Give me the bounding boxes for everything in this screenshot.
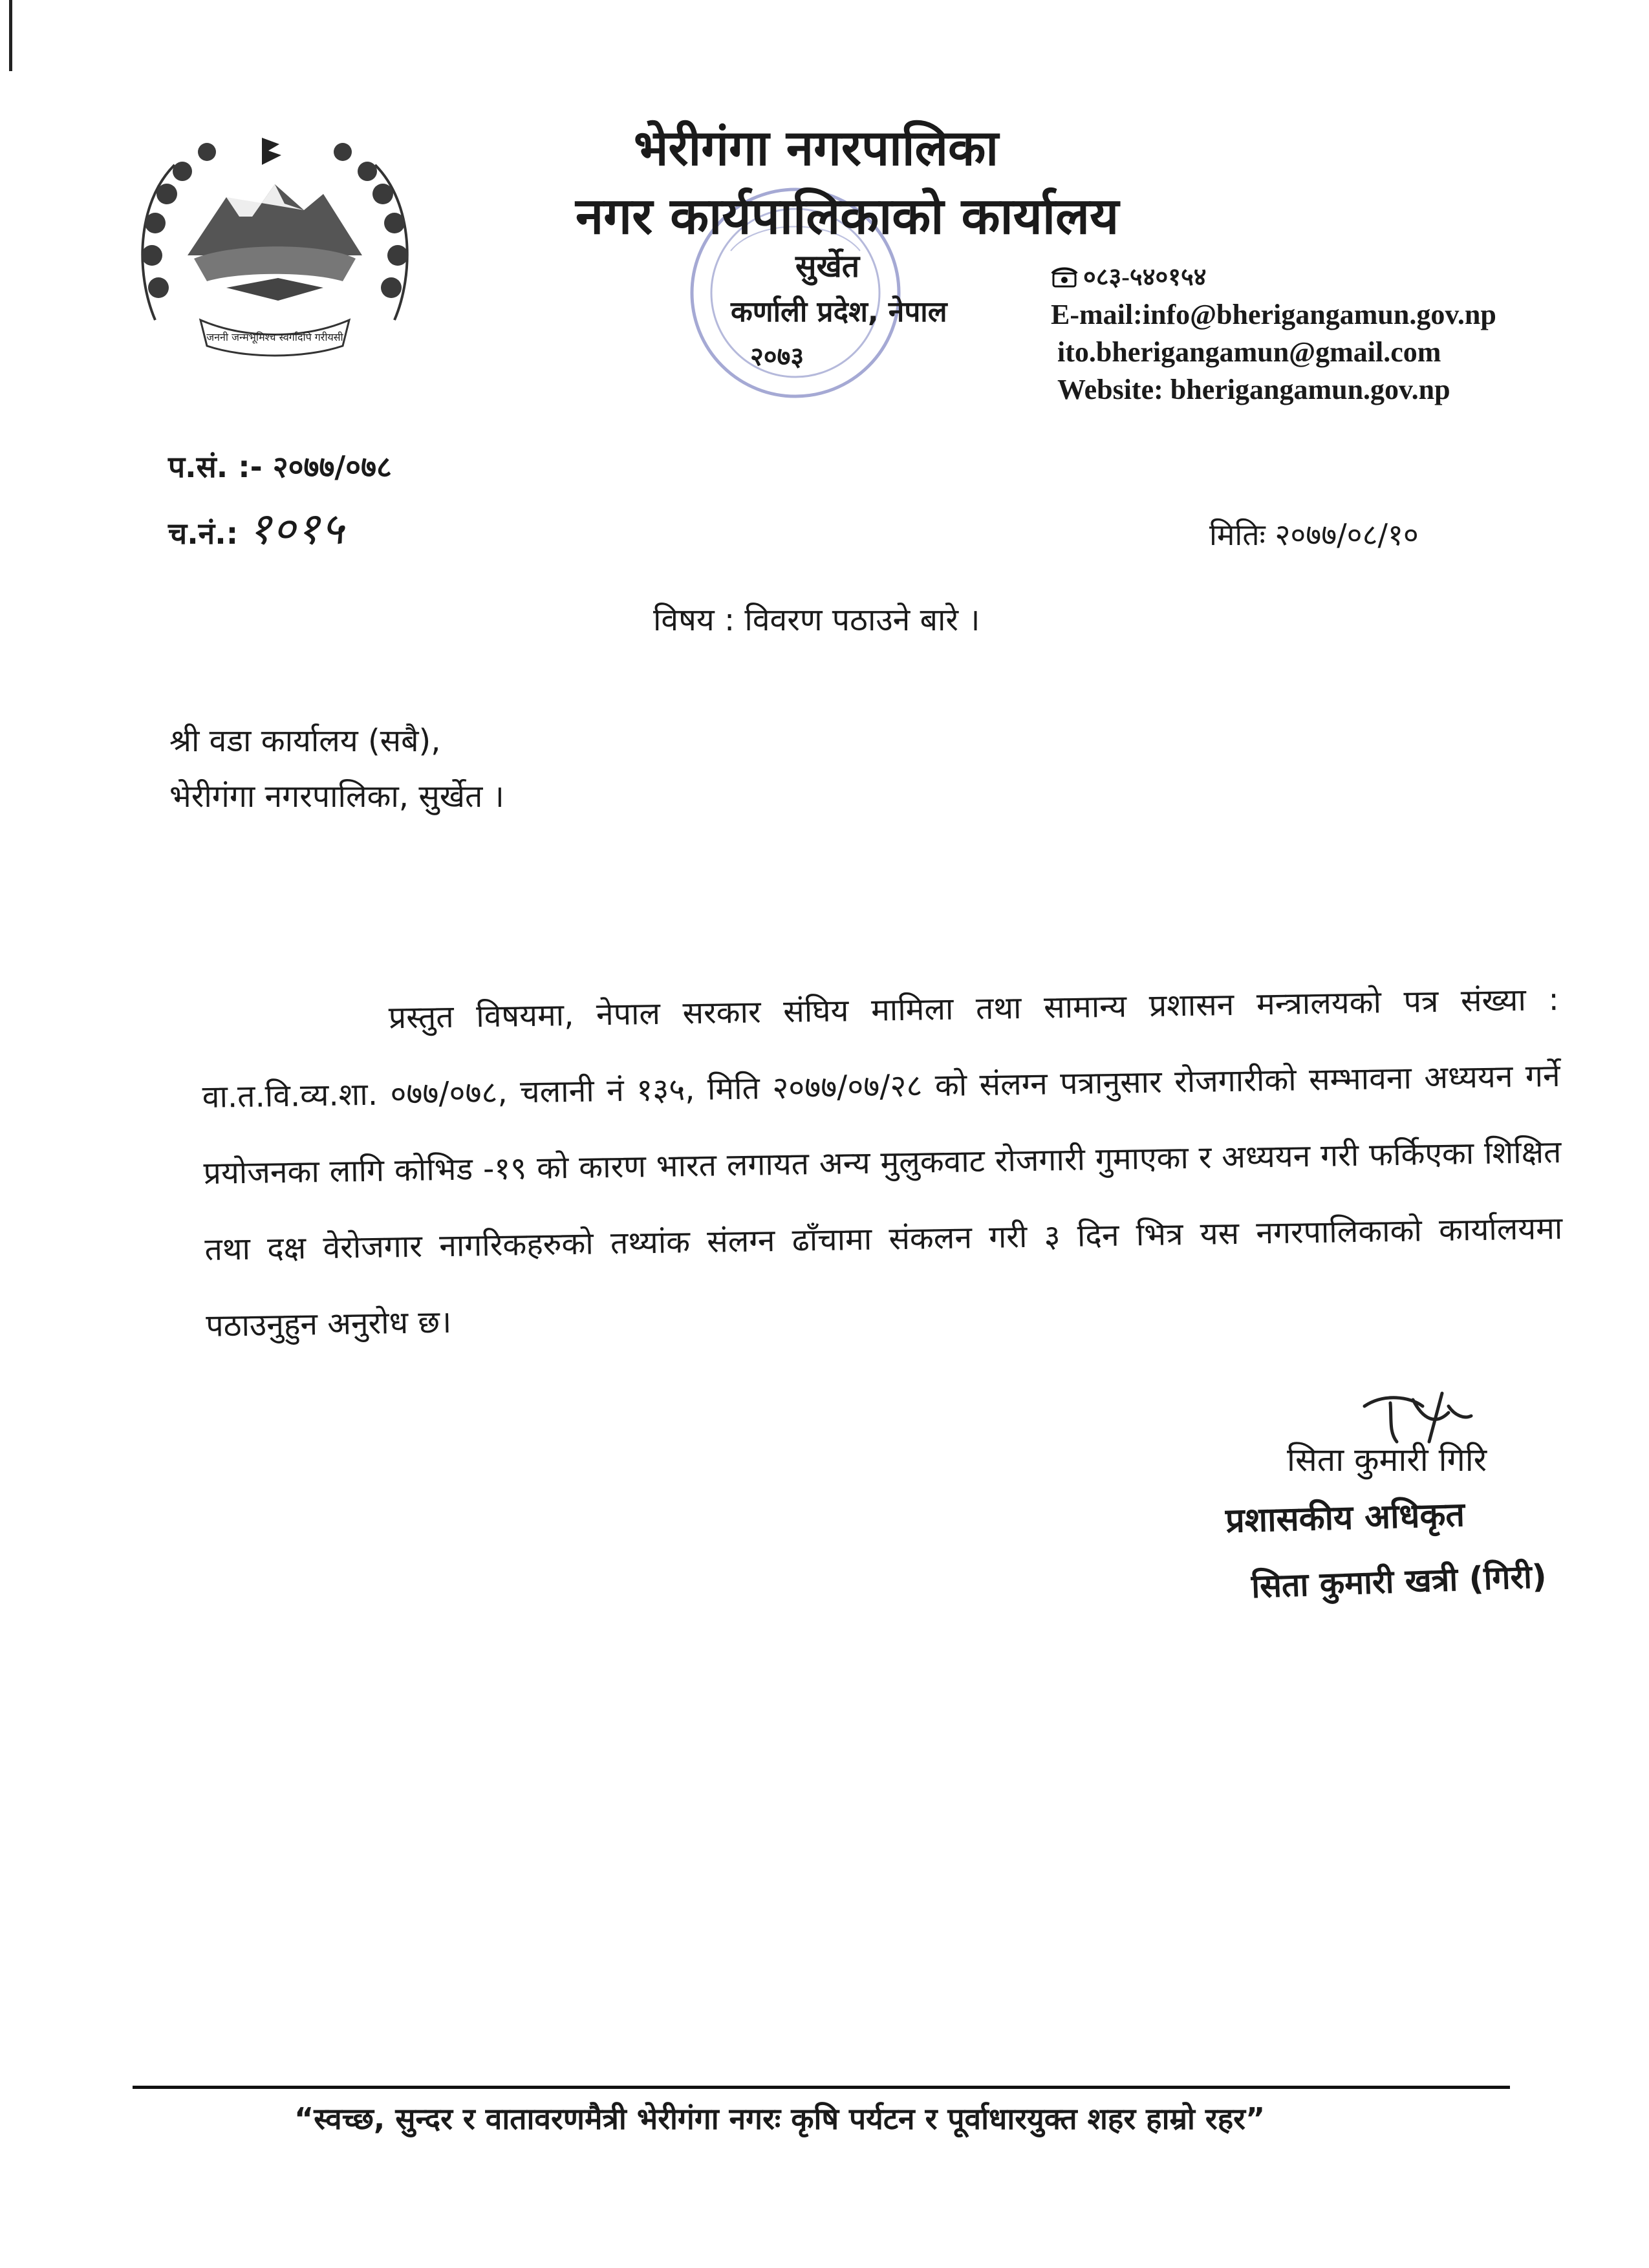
cn-value: १०१५ [248,504,345,555]
letter-body: प्रस्तुत विषयमा, नेपाल सरकार संघिय मामिला तथा सामान्य प्रशासन मन्त्रालयको पत्र संख्या : वा.त.वि.व्य.शा. ०७७/०७८, चलानी नं १३५, मिति २०७७/०७/२८ को संलग्न पत्रानुसार रोजगारीको सम्भावना अध्ययन गर्ने प्रयोजनका लागि कोभिड -१९ को कारण भारत लगायत अन्य मुलुकवाट रोजगारी गुमाएका र अध्ययन गरी फर्किएका शिक्षित तथा दक्ष वेरोजगार नागरिकहरुको तथ्यांक संलग्न ढाँचामा संकलन गरी ३ दिन भित्र यस नगरपालिकाको कार्यालयमा पठाउनुहुन अनुरोध छ। [202,981,1563,1344]
signatory-title: प्रशासकीय अधिकृत [1225,1495,1465,1541]
reference-number [168,446,392,486]
nepal-emblem-icon [129,126,420,372]
district-name: सुर्खेत [795,248,860,284]
municipality-name: भेरीगंगा नगरपालिका [634,119,999,177]
email-secondary: ito.bherigangamun@gmail.com [1057,336,1441,368]
letter-date: मितिः २०७७/०८/१० [1209,517,1419,552]
signatory-stamp-name: सिता कुमारी खत्री (गिरी) [1251,1557,1547,1605]
emblem-motto: जननी जन्मभूमिश्च स्वर्गादपि गरीयसी [206,331,343,343]
office-name: नगर कार्यपालिकाको कार्यालय [576,187,1119,246]
contact-block [1051,259,1496,409]
addressee-line-2: भेरीगंगा नगरपालिका, सुर्खेत । [169,778,504,815]
addressee-line-1: श्री वडा कार्यालय (सबै), [169,723,441,759]
dispatch-number [168,497,345,557]
ps-value: २०७७/०७८ [272,449,392,484]
website: Website: bherigangamun.gov.np [1057,374,1450,405]
phone-line [1051,259,1496,296]
subject-line: विषय : विवरण पठाउने बारे । [653,602,980,638]
phone-icon [1051,267,1078,288]
email-primary: E-mail:info@bherigangamun.gov.np [1051,299,1496,330]
signatory-name: सिता कुमारी गिरि [1287,1441,1487,1479]
scan-edge [9,0,12,71]
phone-number: ०८३-५४०१५४ [1083,264,1207,291]
ps-label: प.सं. :- [168,449,263,484]
province-name: कर्णाली प्रदेश, नेपाल [731,295,947,328]
cn-label: च.नं.: [168,516,239,551]
establishment-year: २०७३ [750,342,804,372]
footer-slogan: “स्वच्छ, सुन्दर र वातावरणमैत्री भेरीगंगा नगरः कृषि पर्यटन र पूर्वाधारयुक्त शहर हाम्रो रहर” [294,2101,1266,2136]
footer-divider [133,2086,1510,2089]
